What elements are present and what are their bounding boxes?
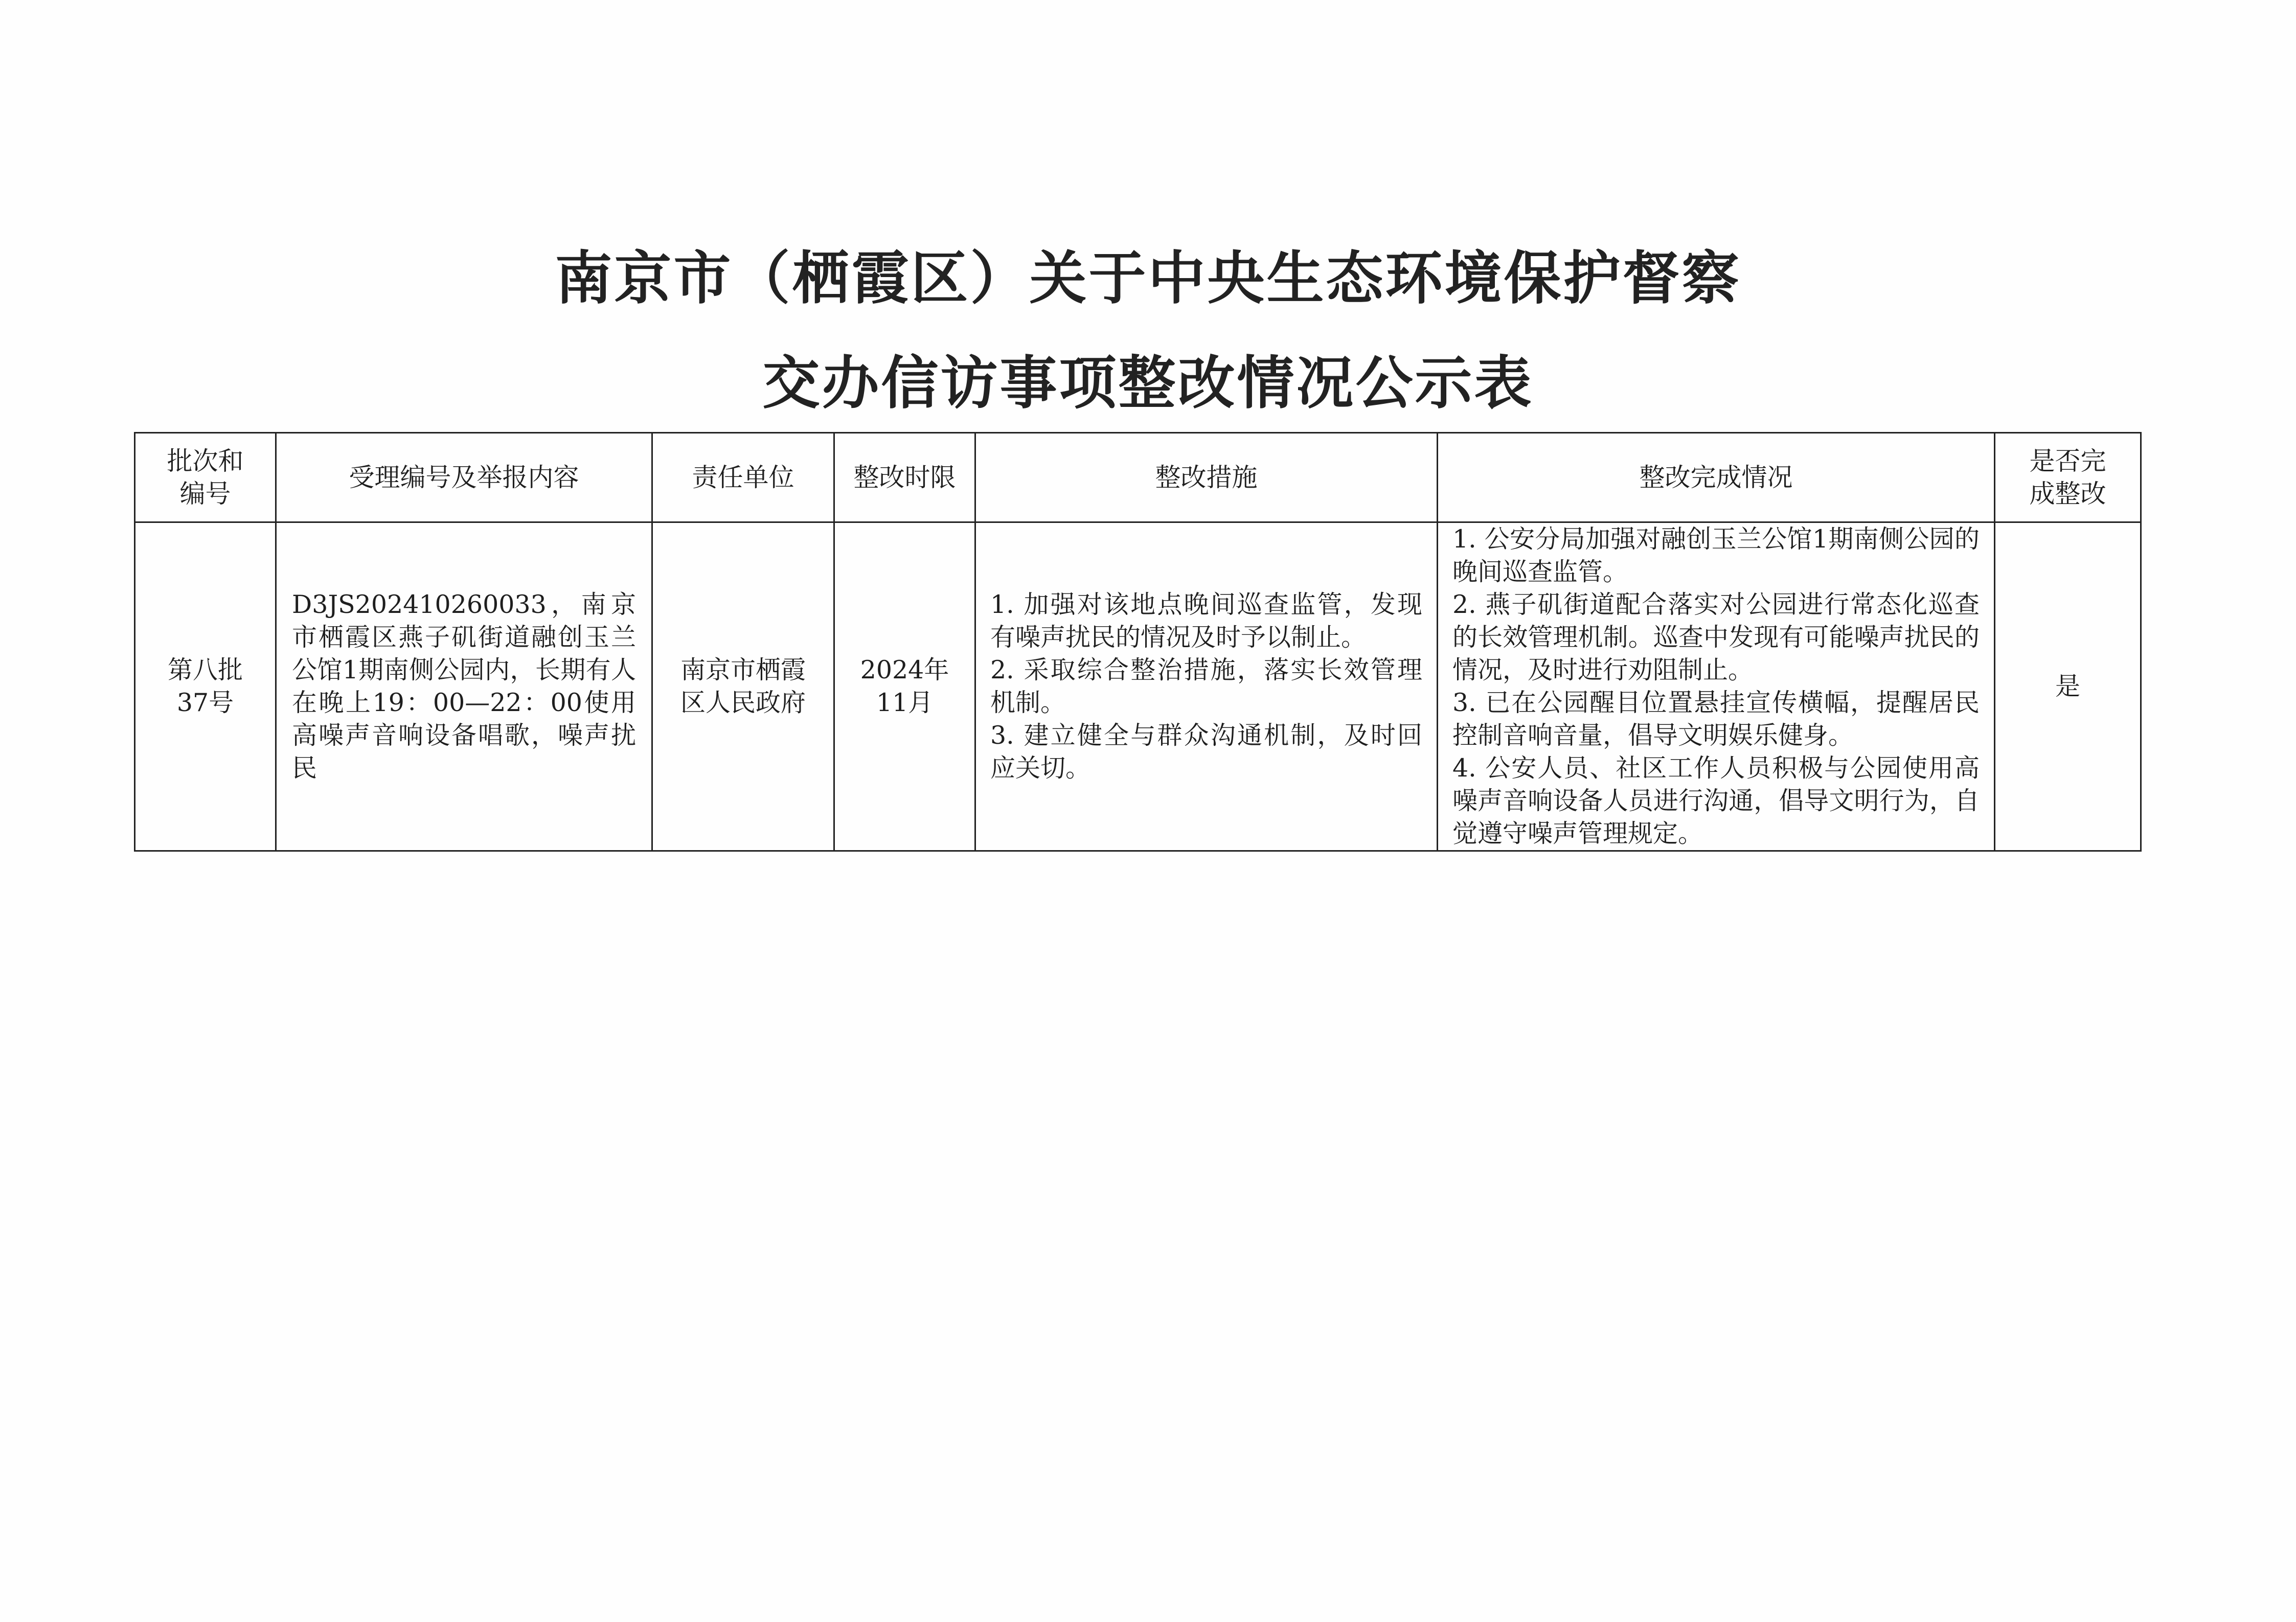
- column-header-deadline: 整改时限: [834, 433, 975, 522]
- column-header-responsible-unit: 责任单位: [652, 433, 834, 522]
- completion-item: 4. 公安人员、社区工作人员积极与公园使用高噪声音响设备人员进行沟通，倡导文明行为，自觉遵守噪声管理规定。: [1452, 753, 1980, 848]
- cell-batch-number: 第八批37号: [135, 522, 276, 851]
- table-header-row: [135, 433, 2141, 522]
- column-header-completed: 是否完成整改: [1995, 433, 2141, 522]
- column-header-measures: 整改措施: [975, 433, 1438, 522]
- measure-item: 3. 建立健全与群众沟通机制，及时回应关切。: [990, 721, 1422, 783]
- cell-deadline: 2024年11月: [834, 522, 975, 851]
- completion-item: 3. 已在公园醒目位置悬挂宣传横幅，提醒居民控制音响音量，倡导文明娱乐健身。: [1452, 688, 1980, 750]
- measure-item: 2. 采取综合整治措施，落实长效管理机制。: [990, 655, 1422, 717]
- cell-responsible-unit: 南京市栖霞区人民政府: [652, 522, 834, 851]
- document-title-line2: 交办信访事项整改情况公示表: [762, 350, 1534, 417]
- completion-item: 1. 公安分局加强对融创玉兰公馆1期南侧公园的晚间巡查监管。: [1452, 524, 1980, 586]
- cell-completed: 是: [1995, 522, 2141, 851]
- document-title-line1: 南京市（栖霞区）关于中央生态环境保护督察: [555, 245, 1741, 312]
- column-header-completion: 整改完成情况: [1438, 433, 1995, 522]
- column-header-batch-number: 批次和编号: [135, 433, 276, 522]
- cell-complaint: D3JS202410260033，南京市栖霞区燕子矶街道融创玉兰公馆1期南侧公园内，长期有人在晚上19：00—22：00使用高噪声音响设备唱歌，噪声扰民: [276, 522, 652, 851]
- table-row: [135, 522, 2141, 851]
- rectification-table: [134, 432, 2142, 852]
- cell-measures: [975, 522, 1438, 851]
- measure-item: 1. 加强对该地点晚间巡查监管，发现有噪声扰民的情况及时予以制止。: [990, 590, 1422, 652]
- cell-completion: [1438, 522, 1995, 851]
- completion-item: 2. 燕子矶街道配合落实对公园进行常态化巡查的长效管理机制。巡查中发现有可能噪声扰民的情况，及时进行劝阻制止。: [1452, 590, 1980, 684]
- column-header-complaint: 受理编号及举报内容: [276, 433, 652, 522]
